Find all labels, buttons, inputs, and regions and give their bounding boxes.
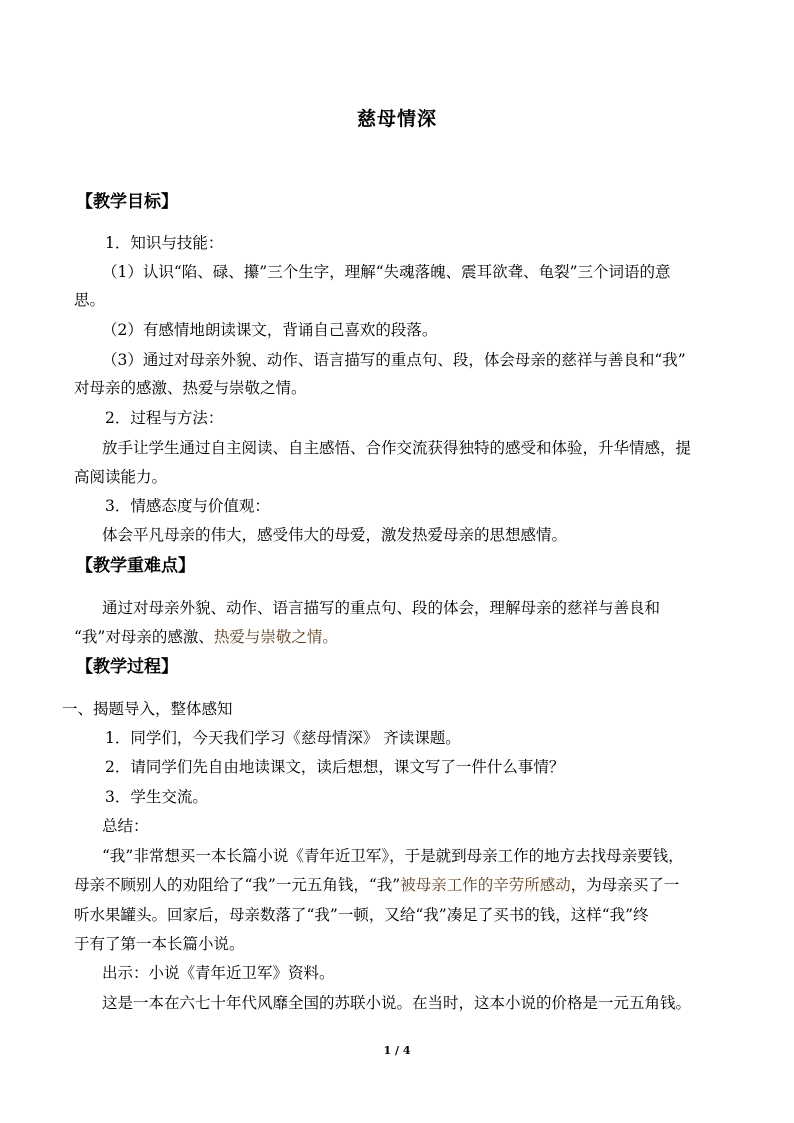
goal-item-1-p3-line2: 对母亲的感激、热爱与崇敬之情。 xyxy=(74,379,307,397)
summary-line-4: 于有了第一本长篇小说。 xyxy=(74,935,245,953)
section-heading-goals: 【教学目标】 xyxy=(76,192,178,212)
goal-item-3-p: 体会平凡母亲的伟大，感受伟大的母爱，激发热爱母亲的思想感情。 xyxy=(102,526,568,544)
goal-item-1-p3-line1: （3）通过对母亲外貌、动作、语言描写的重点句、段，体会母亲的慈祥与善良和“我” xyxy=(102,351,686,369)
book-info: 这是一本在六七十年代风靡全国的苏联小说。在当时，这本小说的价格是一元五角钱。 xyxy=(102,994,692,1012)
goal-item-2-p-line1: 放手让学生通过自主阅读、自主感悟、合作交流获得独特的感受和体验，升华情感，提 xyxy=(102,439,692,457)
section-heading-keypoints: 【教学重难点】 xyxy=(76,556,195,576)
summary-line-1: “我”非常想买一本长篇小说《青年近卫军》，于是就到母亲工作的地方去找母亲要钱， xyxy=(102,847,684,865)
summary-line-2-part3: ，为母亲买了一 xyxy=(570,876,680,894)
goal-item-2-p-line2: 高阅读能力。 xyxy=(74,468,168,486)
keypoints-p-line2 xyxy=(74,627,724,647)
summary-line-3: 听水果罐头。回家后，母亲数落了“我”一顿，又给“我”凑足了买书的钱，这样“我”终 xyxy=(74,906,649,924)
goal-item-1-p2: （2）有感情地朗读课文，背诵自己喜欢的段落。 xyxy=(102,321,438,339)
section-heading-process: 【教学过程】 xyxy=(76,657,178,677)
summary-line-2 xyxy=(74,875,724,895)
goal-item-1-title: 1．知识与技能： xyxy=(105,234,224,252)
summary-line-2-part1: 母亲不顾别人的劝阻给了“我”一元五角钱，“我” xyxy=(74,876,401,894)
summary-label: 总结： xyxy=(102,817,149,835)
goal-item-2-title: 2．过程与方法： xyxy=(105,409,224,427)
goal-item-1-p1-line2: 思。 xyxy=(74,291,106,309)
show-material: 出示：小说《青年近卫军》资料。 xyxy=(102,964,335,982)
page-title: 慈母情深 xyxy=(356,108,437,130)
page-number: 1 / 4 xyxy=(383,1044,411,1057)
keypoints-p-line1: 通过对母亲外貌、动作、语言描写的重点句、段的体会，理解母亲的慈祥与善良和 xyxy=(102,599,661,617)
process-step-3: 3．学生交流。 xyxy=(105,788,208,806)
keypoints-p-line2-part2: 热爱与崇敬之情。 xyxy=(213,628,338,646)
summary-line-2-part2: 被母亲工作的辛劳所感动 xyxy=(400,876,571,894)
process-step-2: 2．请同学们先自由地读课文，读后想想，课文写了一件什么事情？ xyxy=(105,758,565,776)
goal-item-1-p1-line1: （1）认识“陷、碌、攥”三个生字，理解“失魂落魄、震耳欲聋、龟裂”三个词语的意 xyxy=(102,263,671,281)
process-step-1: 1．同学们，今天我们学习《慈母情深》 齐读课题。 xyxy=(105,729,461,747)
goal-item-3-title: 3．情感态度与价值观： xyxy=(105,497,270,515)
keypoints-p-line2-part1: “我”对母亲的感激、 xyxy=(74,628,214,646)
process-part-1-title: 一、揭题导入，整体感知 xyxy=(62,700,233,718)
